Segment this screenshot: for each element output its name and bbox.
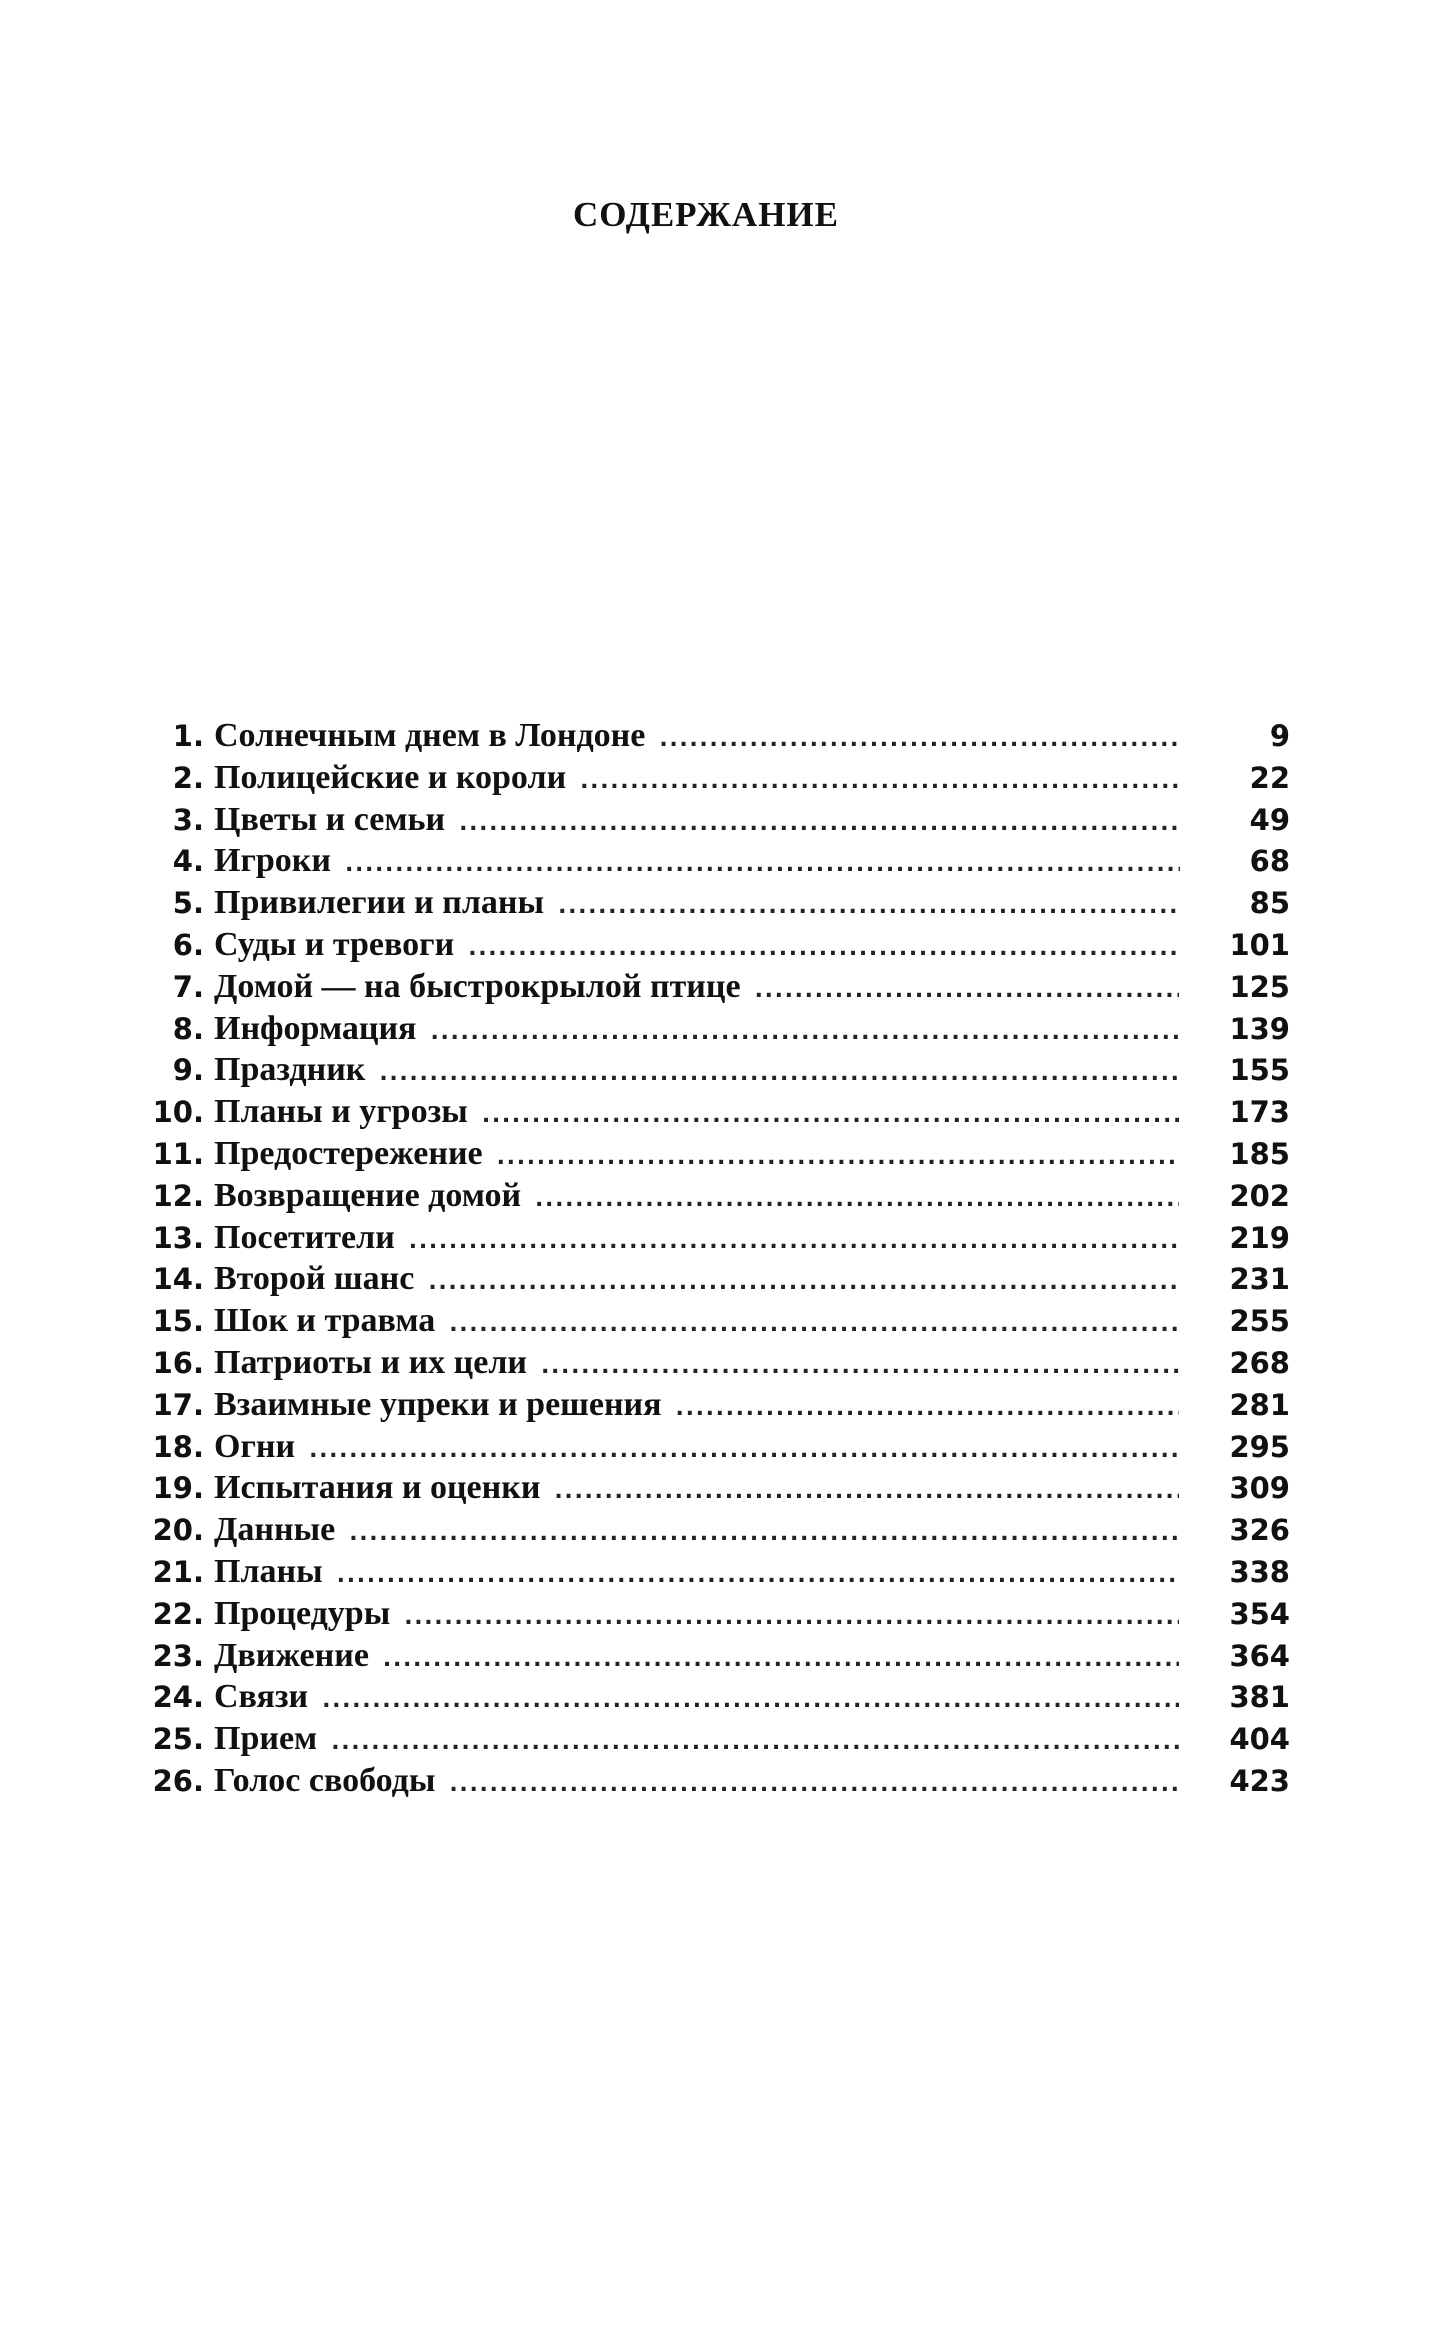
toc-entry-page: 22	[1249, 760, 1290, 795]
toc-entry-number: 24.	[152, 1680, 204, 1715]
toc-entry-number: 15.	[152, 1304, 204, 1339]
toc-entry	[130, 1426, 1290, 1468]
toc-entry-number: 3.	[172, 802, 204, 837]
toc-entry-title: Игроки	[214, 842, 331, 880]
toc-entry-title: Информация	[214, 1009, 417, 1047]
toc-entry-title: Возвращение домой	[214, 1176, 522, 1214]
toc-entry-number: 5.	[172, 886, 204, 921]
toc-entry	[130, 1342, 1290, 1384]
toc-entry-title: Праздник	[214, 1051, 366, 1089]
toc-entry	[130, 757, 1290, 799]
toc-entry	[130, 1718, 1290, 1760]
toc-entry-title: Данные	[214, 1511, 336, 1549]
toc-entry-number: 8.	[172, 1011, 204, 1046]
toc-entry-title: Движение	[214, 1636, 369, 1674]
dot-leader	[459, 803, 1180, 845]
toc-entry-title: Привилегии и планы	[214, 884, 545, 922]
toc-entry-page: 202	[1229, 1178, 1290, 1213]
toc-entry-page: 255	[1229, 1304, 1290, 1339]
toc-entry	[130, 1676, 1290, 1718]
dot-leader	[379, 1053, 1179, 1095]
toc-entry-page: 49	[1249, 802, 1290, 837]
toc-entry	[130, 1091, 1290, 1133]
toc-entry-number: 13.	[152, 1220, 204, 1255]
toc-entry-title: Голос свободы	[214, 1761, 436, 1799]
dot-leader	[345, 844, 1180, 886]
toc-entry	[130, 1635, 1290, 1677]
toc-entry-page: 231	[1229, 1262, 1290, 1297]
toc-entry-page: 281	[1229, 1387, 1290, 1422]
toc-entry	[130, 1593, 1290, 1635]
toc-entry-title: Солнечным днем в Лондоне	[214, 717, 646, 754]
toc-entry-page: 354	[1229, 1596, 1290, 1631]
toc-entry-page: 268	[1229, 1345, 1290, 1380]
toc-entry-title: Домой — на быстрокрылой птице	[214, 967, 741, 1005]
toc-entry-number: 7.	[172, 969, 204, 1004]
toc-entry-page: 381	[1229, 1680, 1290, 1715]
dot-leader	[755, 970, 1180, 1012]
toc-entry	[130, 1384, 1290, 1426]
toc-entry	[130, 1760, 1290, 1802]
toc-entry-number: 12.	[152, 1178, 204, 1213]
toc-entry-page: 9	[1269, 719, 1290, 753]
toc-entry	[130, 1008, 1290, 1050]
toc-entry-number: 9.	[172, 1053, 204, 1088]
dot-leader	[482, 1095, 1180, 1137]
toc-entry-page: 68	[1249, 844, 1290, 879]
toc-entry-page: 326	[1229, 1513, 1290, 1548]
toc-entry-number: 22.	[152, 1596, 204, 1631]
toc-entry-title: Планы и угрозы	[214, 1093, 468, 1131]
toc-entry-title: Связи	[214, 1678, 309, 1716]
dot-leader	[558, 886, 1180, 928]
dot-leader	[554, 1471, 1179, 1513]
toc-entry-page: 155	[1229, 1053, 1290, 1088]
dot-leader	[331, 1722, 1179, 1764]
dot-leader	[497, 1137, 1180, 1179]
toc-entry	[130, 1551, 1290, 1593]
toc-entry-number: 18.	[152, 1429, 204, 1464]
page-title: СОДЕРЖАНИЕ	[572, 195, 839, 235]
toc-entry	[130, 924, 1290, 966]
dot-leader	[449, 1304, 1179, 1346]
toc-entry-title: Предостережение	[214, 1134, 483, 1172]
toc-entry-page: 219	[1229, 1220, 1290, 1255]
toc-entry	[130, 1175, 1290, 1217]
toc-entry-number: 17.	[152, 1387, 204, 1422]
toc-entry-title: Процедуры	[214, 1594, 391, 1632]
toc-entry	[130, 840, 1290, 882]
toc-entry	[130, 1509, 1290, 1551]
toc-entry-title: Планы	[214, 1552, 323, 1590]
toc-entry	[130, 1049, 1290, 1091]
toc-entry-title: Взаимные упреки и решения	[214, 1385, 662, 1423]
dot-leader	[349, 1513, 1179, 1555]
toc-entry	[130, 1467, 1290, 1509]
toc-entry-number: 19.	[152, 1471, 204, 1506]
toc-entry-number: 26.	[152, 1763, 204, 1798]
toc-entry-page: 185	[1229, 1136, 1290, 1171]
toc-entry	[130, 1258, 1290, 1300]
dot-leader	[468, 928, 1179, 970]
toc-entry-number: 21.	[152, 1554, 204, 1589]
toc-entry-page: 404	[1229, 1722, 1290, 1757]
dot-leader	[309, 1430, 1179, 1472]
dot-leader	[383, 1639, 1180, 1681]
toc-entry-number: 6.	[172, 927, 204, 962]
toc-entry	[130, 1300, 1290, 1342]
toc-entry-number: 11.	[152, 1136, 204, 1171]
toc-entry-title: Шок и травма	[214, 1302, 436, 1340]
toc-entry	[130, 882, 1290, 924]
dot-leader	[409, 1221, 1180, 1263]
dot-leader	[676, 1388, 1180, 1430]
dot-leader	[541, 1346, 1179, 1388]
toc-entry-page: 173	[1229, 1095, 1290, 1130]
toc-entry	[130, 1217, 1290, 1259]
toc-entry-number: 23.	[152, 1638, 204, 1673]
toc-entry-number: 10.	[152, 1095, 204, 1130]
toc-entry-number: 20.	[152, 1513, 204, 1548]
toc-entry-number: 2.	[172, 760, 204, 795]
toc-entry-page: 309	[1229, 1471, 1290, 1506]
toc-entry-number: 25.	[152, 1722, 204, 1757]
toc-entry-page: 338	[1229, 1554, 1290, 1589]
toc-entry-page: 85	[1249, 886, 1290, 921]
dot-leader	[322, 1680, 1179, 1722]
dot-leader	[430, 1012, 1179, 1054]
toc-entry-title: Посетители	[214, 1218, 395, 1256]
toc-entry-title: Прием	[214, 1720, 318, 1758]
toc-entry-page: 423	[1229, 1763, 1290, 1798]
dot-leader	[404, 1597, 1179, 1639]
toc-entry	[130, 715, 1290, 757]
dot-leader	[337, 1555, 1180, 1597]
toc-entry	[130, 966, 1290, 1008]
dot-leader	[659, 719, 1180, 761]
toc-entry-title: Огни	[214, 1427, 296, 1465]
toc-entry-page: 364	[1229, 1638, 1290, 1673]
toc-entry-title: Патриоты и их цели	[214, 1343, 528, 1381]
toc-entry-number: 14.	[152, 1262, 204, 1297]
toc-entry-title: Второй шанс	[214, 1260, 415, 1298]
toc-entry	[130, 1133, 1290, 1175]
toc-entry-number: 16.	[152, 1345, 204, 1380]
toc-entry-number: 1.	[172, 719, 204, 753]
toc-entry-title: Суды и тревоги	[214, 925, 455, 963]
toc-entry-page: 101	[1229, 927, 1290, 962]
toc-entry-page: 295	[1229, 1429, 1290, 1464]
toc-entry-page: 139	[1229, 1011, 1290, 1046]
dot-leader	[428, 1262, 1179, 1304]
toc-entry-page: 125	[1229, 969, 1290, 1004]
toc-entry-title: Цветы и семьи	[214, 800, 446, 838]
dot-leader	[580, 761, 1180, 803]
toc-entry-title: Полицейские и короли	[214, 758, 567, 796]
toc-entry-number: 4.	[172, 844, 204, 879]
dot-leader	[535, 1179, 1179, 1221]
toc-entry-title: Испытания и оценки	[214, 1469, 541, 1507]
toc-entry	[130, 799, 1290, 841]
dot-leader	[449, 1764, 1179, 1806]
table-of-contents	[130, 715, 1290, 1802]
